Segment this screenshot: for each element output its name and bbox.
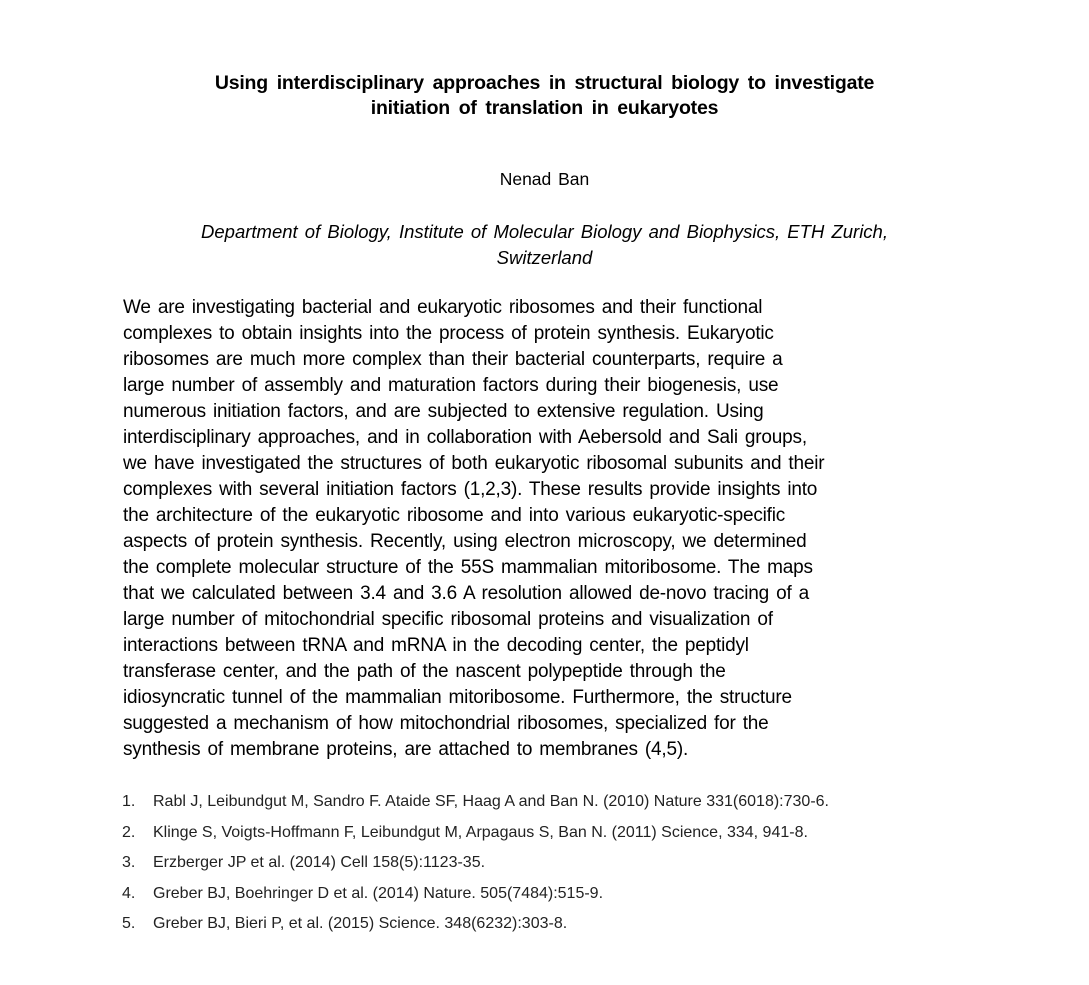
abstract-line: large number of assembly and maturation factors during their biogenesis, use — [123, 375, 779, 396]
reference-item — [122, 909, 1002, 940]
reference-citation: Erzberger JP et al. (2014) Cell 158(5):1123-35. — [153, 854, 486, 871]
abstract-line: transferase center, and the path of the nascent polypeptide through the — [123, 661, 726, 682]
reference-citation: Klinge S, Voigts-Hoffmann F, Leibundgut M, Arpagaus S, Ban N. (2011) Science, 334, 941-8. — [153, 823, 808, 841]
author-name: Nenad Ban — [499, 169, 590, 189]
abstract-line: interdisciplinary approaches, and in collaboration with Aebersold and Sali groups, — [123, 427, 807, 448]
abstract-line: the architecture of the eukaryotic ribosome and into various eukaryotic-specific — [123, 505, 786, 526]
reference-citation: Greber BJ, Bieri P, et al. (2015) Science. 348(6232):303-8. — [153, 915, 568, 932]
abstract-line: idiosyncratic tunnel of the mammalian mitoribosome. Furthermore, the structure — [123, 687, 792, 708]
abstract-line: aspects of protein synthesis. Recently, using electron microscopy, we determined — [123, 531, 807, 552]
abstract-line: ribosomes are much more complex than their bacterial counterparts, require a — [123, 349, 783, 370]
document-title — [0, 71, 1089, 121]
reference-citation: Greber BJ, Boehringer D et al. (2014) Nature. 505(7484):515-9. — [153, 884, 604, 902]
abstract-line: synthesis of membrane proteins, are attached to membranes (4,5). — [123, 739, 689, 760]
reference-number: 5. — [122, 915, 136, 932]
abstract-line: we have investigated the structures of both eukaryotic ribosomal subunits and their — [123, 453, 825, 474]
abstract-line: complexes to obtain insights into the process of protein synthesis. Eukaryotic — [123, 323, 774, 344]
abstract-line: suggested a mechanism of how mitochondrial ribosomes, specialized for the — [123, 713, 769, 734]
affiliation-line: Switzerland — [496, 247, 593, 268]
reference-number: 1. — [122, 793, 136, 810]
reference-list — [122, 787, 1002, 940]
abstract-line: We are investigating bacterial and eukaryotic ribosomes and their functional — [123, 297, 763, 318]
reference-number: 4. — [122, 884, 136, 902]
abstract-line: the complete molecular structure of the 55S mammalian mitoribosome. The maps — [123, 557, 813, 578]
abstract-paragraph — [123, 295, 1003, 763]
reference-item — [122, 818, 1002, 849]
abstract-line: complexes with several initiation factors (1,2,3). These results provide insights into — [123, 479, 818, 500]
abstract-line: that we calculated between 3.4 and 3.6 A resolution allowed de-novo tracing of a — [123, 583, 810, 604]
abstract-line: interactions between tRNA and mRNA in the decoding center, the peptidyl — [123, 635, 749, 656]
abstract-line: large number of mitochondrial specific ribosomal proteins and visualization of — [123, 609, 773, 630]
abstract-line: numerous initiation factors, and are subjected to extensive regulation. Using — [123, 401, 764, 422]
reference-citation: Rabl J, Leibundgut M, Sandro F. Ataide SF, Haag A and Ban N. (2010) Nature 331(6018):730-6. — [153, 793, 829, 810]
reference-number: 3. — [122, 854, 136, 871]
document-title-line: initiation of translation in eukaryotes — [370, 97, 719, 119]
affiliation — [0, 219, 1089, 271]
reference-item — [122, 879, 1002, 910]
affiliation-line: Department of Biology, Institute of Molecular Biology and Biophysics, ETH Zurich, — [201, 221, 888, 242]
document-title-line: Using interdisciplinary approaches in structural biology to investigate — [214, 72, 875, 94]
reference-item — [122, 848, 1002, 879]
reference-item — [122, 787, 1002, 818]
reference-number: 2. — [122, 823, 136, 841]
